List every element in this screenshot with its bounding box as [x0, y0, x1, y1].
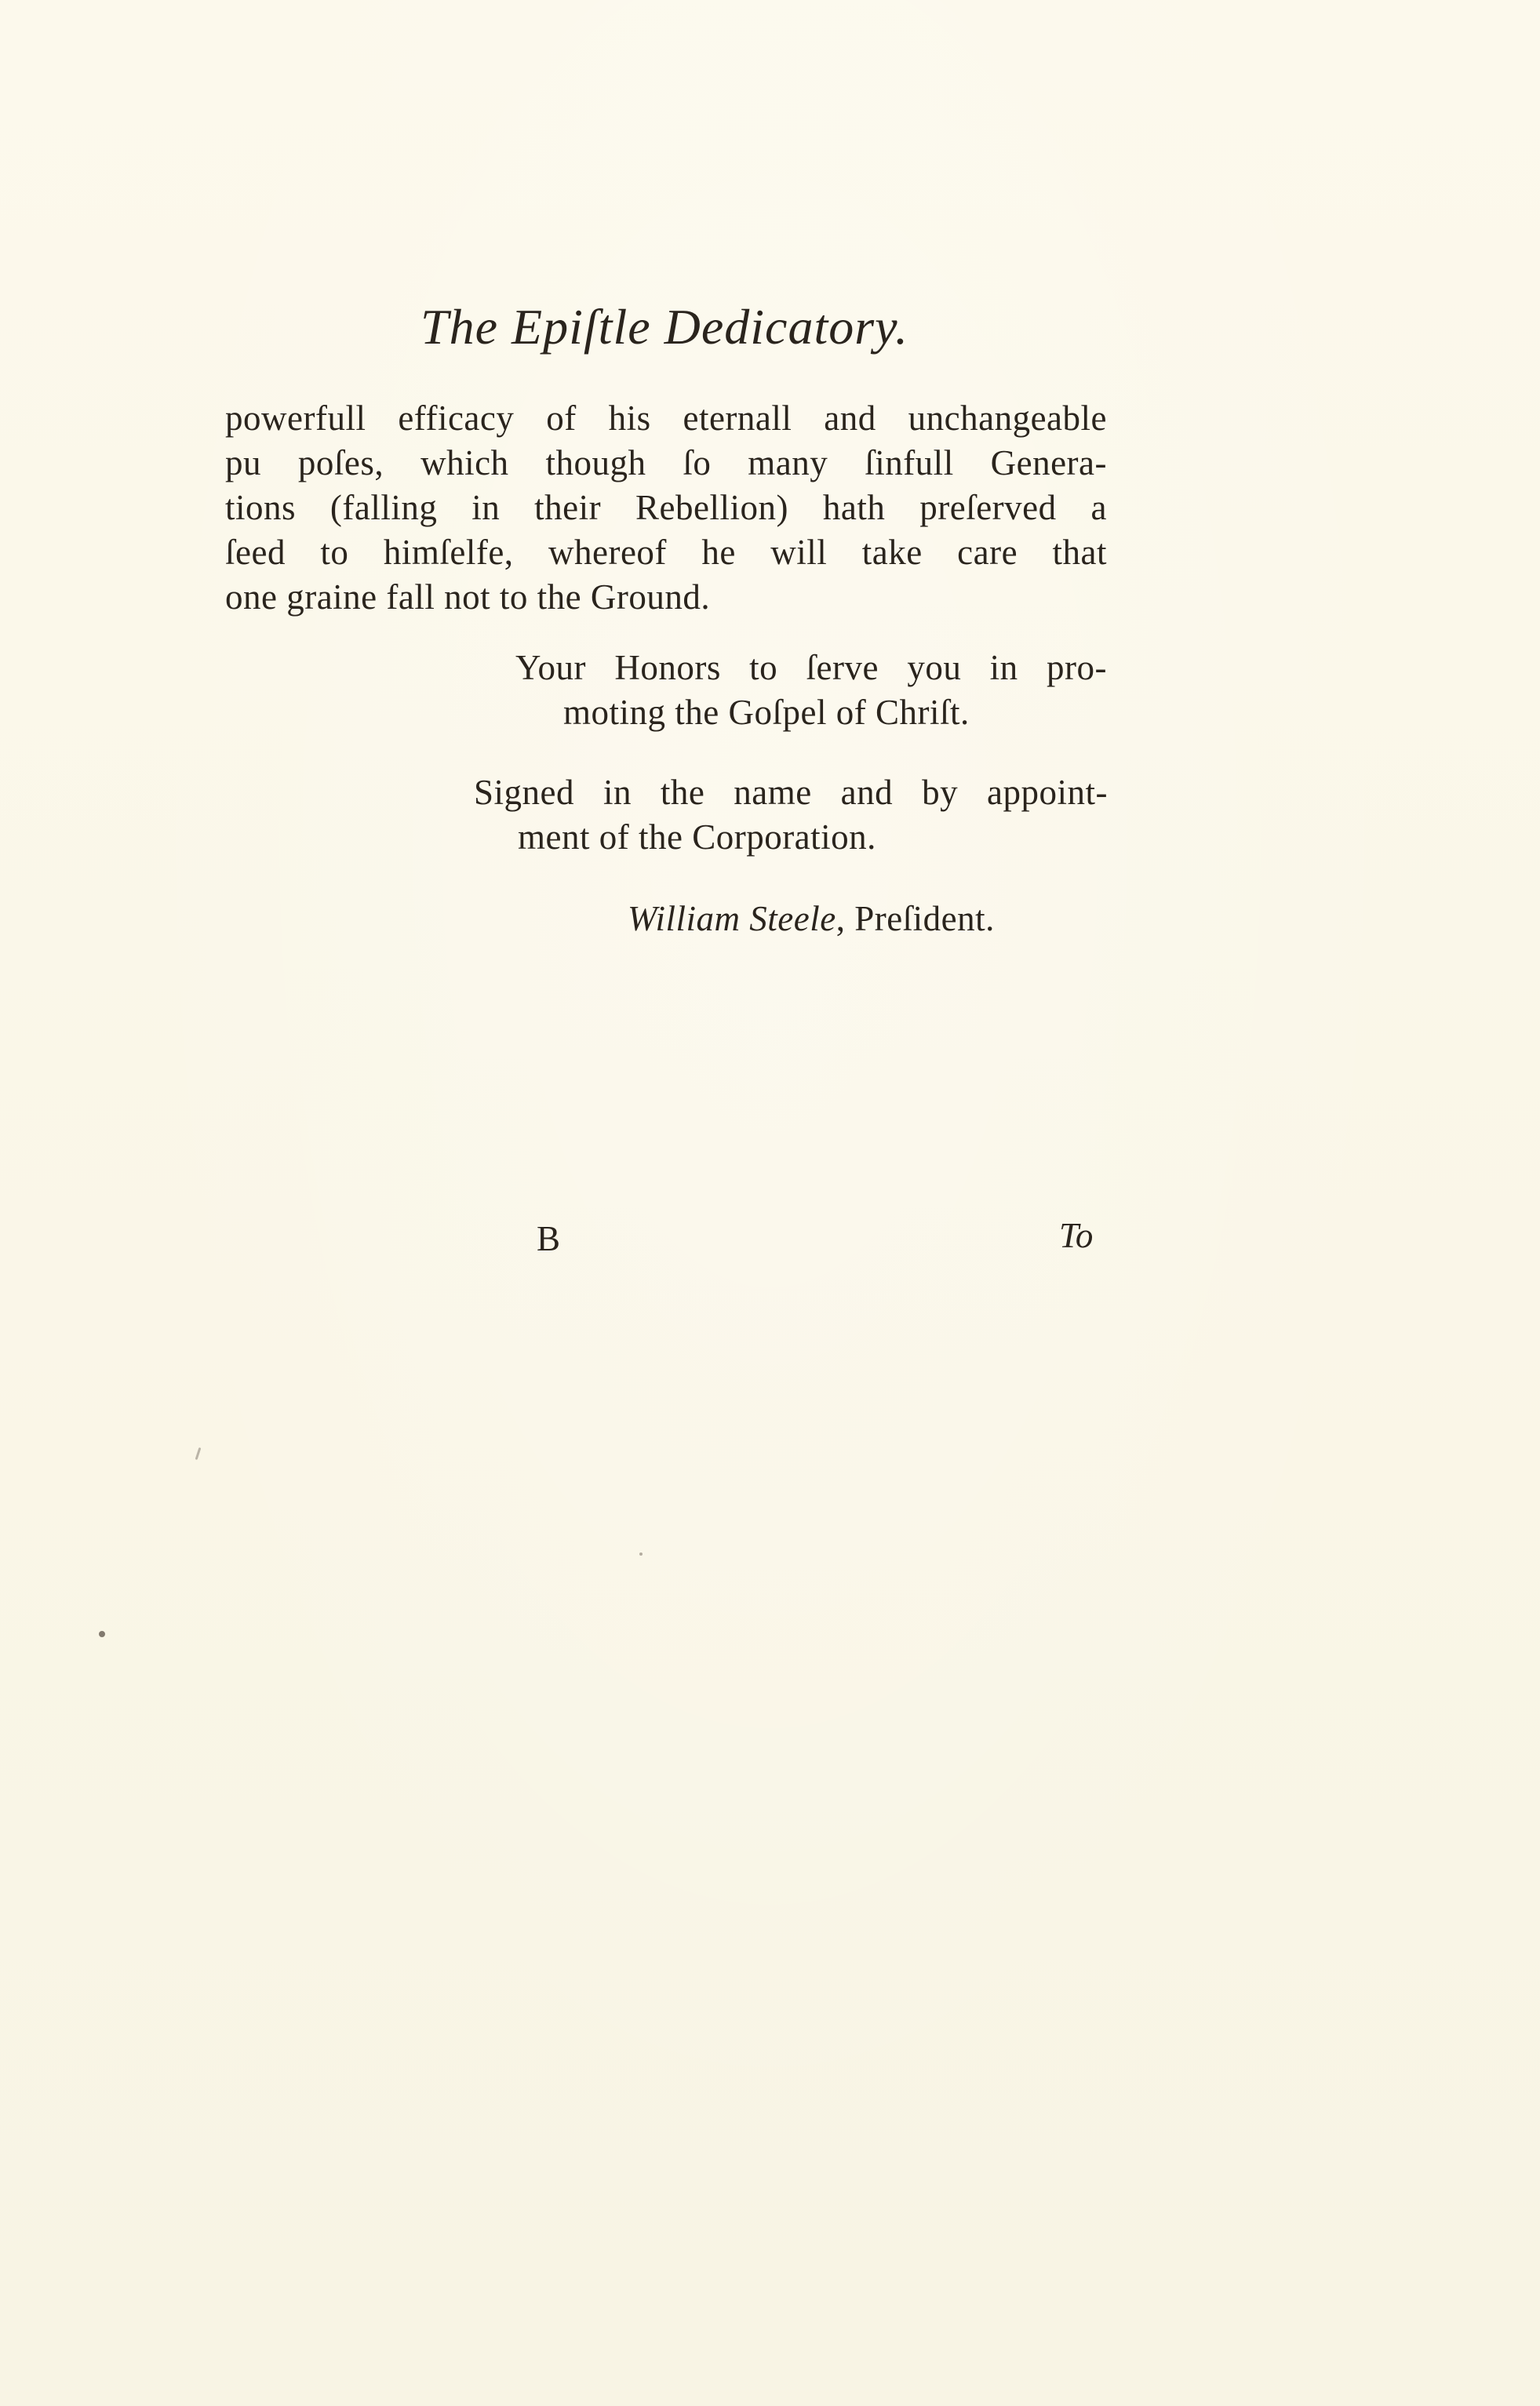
body-text-block: [225, 396, 1107, 620]
closing-line: Your Honors to ſerve you in pro-: [515, 648, 1107, 687]
ink-speck: [195, 1447, 202, 1460]
signature-comma: ,: [836, 899, 846, 938]
catchword: To: [1059, 1216, 1094, 1255]
running-head: The Epiſtle Dedicatory.: [420, 299, 908, 355]
body-line: pu poſes, which though ſo many ſinfull Genera-: [225, 443, 1107, 482]
ink-speck: [99, 1631, 105, 1637]
signature-name: William Steele: [628, 899, 836, 938]
signature: [628, 897, 1098, 941]
ink-speck: [639, 1552, 643, 1556]
signed-line: ment of the Corporation.: [518, 817, 876, 857]
body-line: tions (falling in their Rebellion) hath preſerved a: [225, 488, 1107, 527]
signature-title: Preſident.: [845, 899, 995, 938]
body-line: ſeed to himſelfe, whereof he will take care that: [225, 533, 1107, 572]
signed-note: [474, 770, 1108, 860]
signature-mark: B: [537, 1219, 561, 1258]
signed-line: Signed in the name and by appoint-: [474, 773, 1108, 812]
body-line: powerfull efficacy of his eternall and unchangeable: [225, 399, 1107, 438]
closing-line: moting the Goſpel of Chriſt.: [563, 693, 970, 732]
closing-salutation: [515, 646, 1107, 735]
body-line: one graine fall not to the Ground.: [225, 577, 711, 617]
